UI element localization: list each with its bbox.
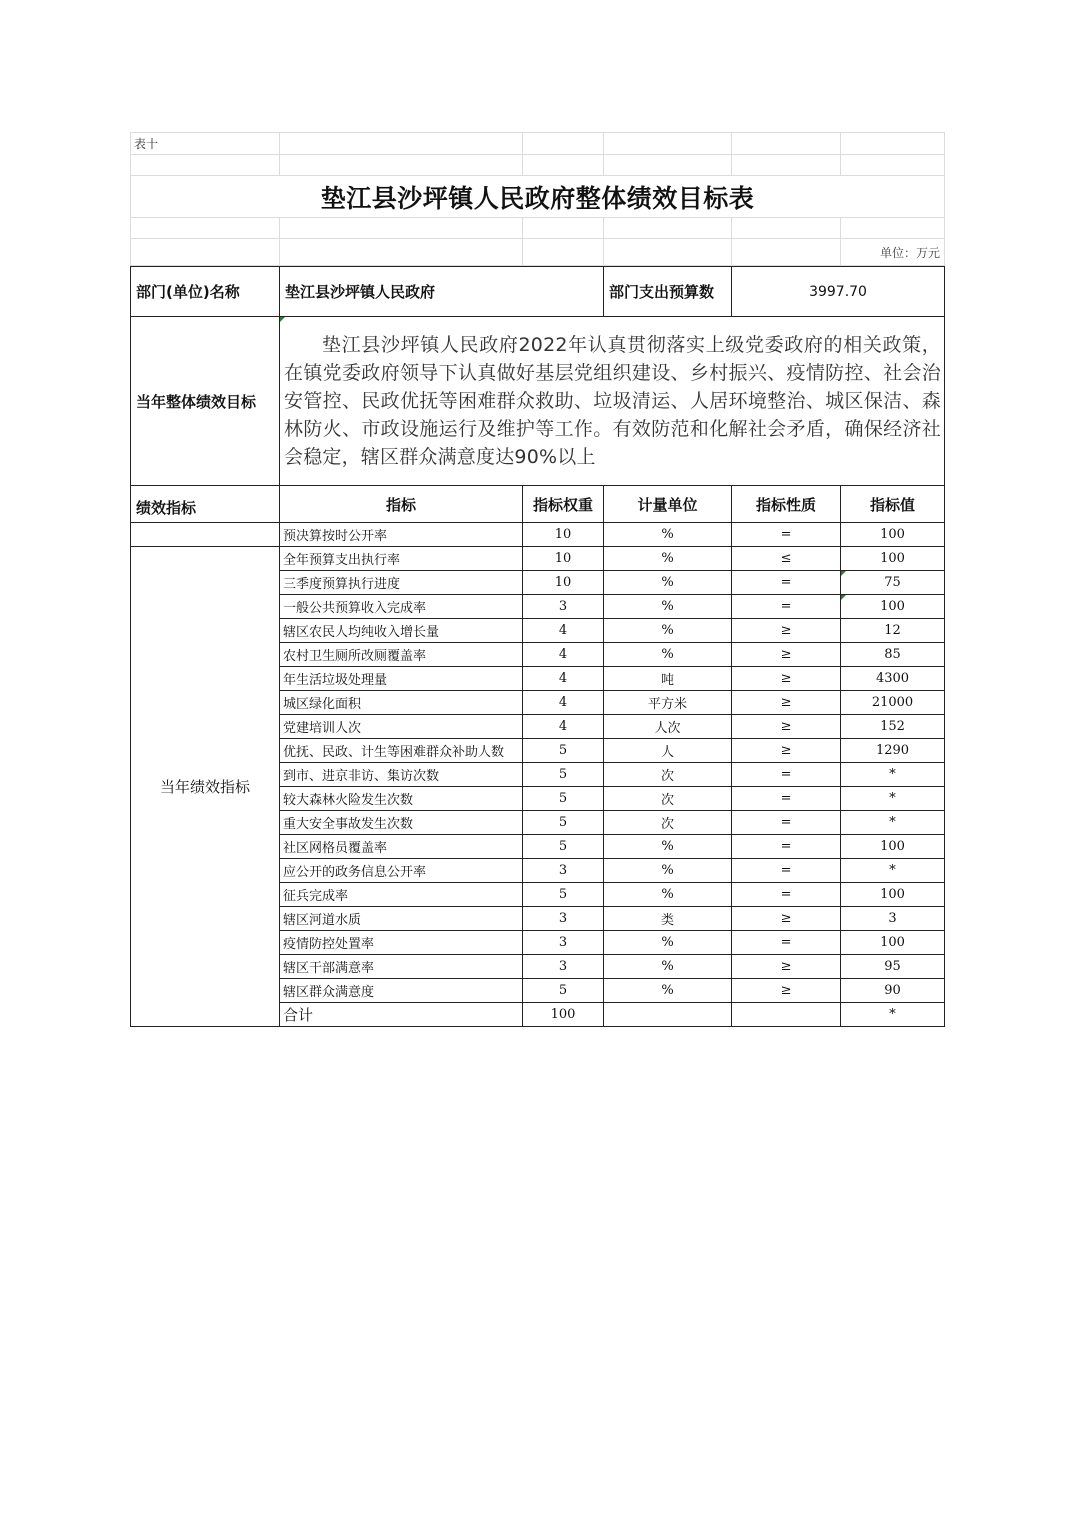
row-4-nature: ≥ bbox=[732, 619, 841, 643]
row-18-weight: 3 bbox=[523, 955, 604, 979]
row-9-value: 1290 bbox=[841, 739, 945, 763]
row-4-weight: 4 bbox=[523, 619, 604, 643]
row-13-name: 社区网格员覆盖率 bbox=[280, 835, 523, 859]
row-3-weight: 3 bbox=[523, 595, 604, 619]
row-16-nature: ≥ bbox=[732, 907, 841, 931]
row-2-value: 75 bbox=[841, 571, 945, 595]
row-11-name: 较大森林火险发生次数 bbox=[280, 787, 523, 811]
row-9-nature: ≥ bbox=[732, 739, 841, 763]
row-14-nature: = bbox=[732, 859, 841, 883]
row-15-unit: % bbox=[604, 883, 732, 907]
row-18-value: 95 bbox=[841, 955, 945, 979]
row-7-name: 城区绿化面积 bbox=[280, 691, 523, 715]
row-5-value: 85 bbox=[841, 643, 945, 667]
col-header-unit: 计量单位 bbox=[604, 486, 732, 523]
budget-label: 部门支出预算数 bbox=[604, 267, 732, 317]
row-9-unit: 人 bbox=[604, 739, 732, 763]
row-18-name: 辖区干部满意率 bbox=[280, 955, 523, 979]
row-0-nature: = bbox=[732, 523, 841, 547]
row-0-weight: 10 bbox=[523, 523, 604, 547]
row-16-weight: 3 bbox=[523, 907, 604, 931]
row-13-nature: = bbox=[732, 835, 841, 859]
row-15-weight: 5 bbox=[523, 883, 604, 907]
row-4-name: 辖区农民人均纯收入增长量 bbox=[280, 619, 523, 643]
row-8-name: 党建培训人次 bbox=[280, 715, 523, 739]
row-5-weight: 4 bbox=[523, 643, 604, 667]
dept-name-value: 垫江县沙坪镇人民政府 bbox=[280, 267, 604, 317]
row-16-name: 辖区河道水质 bbox=[280, 907, 523, 931]
row-19-name: 辖区群众满意度 bbox=[280, 979, 523, 1003]
dept-name-label: 部门(单位)名称 bbox=[131, 267, 280, 317]
row-14-unit: % bbox=[604, 859, 732, 883]
total-label: 合计 bbox=[280, 1003, 523, 1027]
performance-table bbox=[130, 266, 945, 1027]
row-1-value: 100 bbox=[841, 547, 945, 571]
row-11-unit: 次 bbox=[604, 787, 732, 811]
row-2-nature: = bbox=[732, 571, 841, 595]
row-15-value: 100 bbox=[841, 883, 945, 907]
row-1-nature: ≤ bbox=[732, 547, 841, 571]
row-0-name: 预决算按时公开率 bbox=[280, 523, 523, 547]
row-14-name: 应公开的政务信息公开率 bbox=[280, 859, 523, 883]
row-10-unit: 次 bbox=[604, 763, 732, 787]
row-12-nature: = bbox=[732, 811, 841, 835]
total-nature bbox=[732, 1003, 841, 1027]
col-header-indicator: 指标 bbox=[280, 486, 523, 523]
row-18-unit: % bbox=[604, 955, 732, 979]
row-11-value: * bbox=[841, 787, 945, 811]
row-5-unit: % bbox=[604, 643, 732, 667]
row-12-name: 重大安全事故发生次数 bbox=[280, 811, 523, 835]
row-7-weight: 4 bbox=[523, 691, 604, 715]
row-14-value: * bbox=[841, 859, 945, 883]
row-6-value: 4300 bbox=[841, 667, 945, 691]
row-3-value: 100 bbox=[841, 595, 945, 619]
row-11-weight: 5 bbox=[523, 787, 604, 811]
total-value: * bbox=[841, 1003, 945, 1027]
perf-label: 绩效指标 bbox=[131, 486, 280, 523]
row-7-value: 21000 bbox=[841, 691, 945, 715]
sheet-header-grid bbox=[130, 132, 945, 266]
row-2-name: 三季度预算执行进度 bbox=[280, 571, 523, 595]
row-7-nature: ≥ bbox=[732, 691, 841, 715]
row-18-nature: ≥ bbox=[732, 955, 841, 979]
row-2-weight: 10 bbox=[523, 571, 604, 595]
row-8-unit: 人次 bbox=[604, 715, 732, 739]
row-2-unit: % bbox=[604, 571, 732, 595]
sheet-label: 表十 bbox=[131, 133, 280, 155]
row-6-weight: 4 bbox=[523, 667, 604, 691]
year-perf-label: 当年绩效指标 bbox=[131, 547, 280, 1027]
row-3-name: 一般公共预算收入完成率 bbox=[280, 595, 523, 619]
col-header-value: 指标值 bbox=[841, 486, 945, 523]
row-10-name: 到市、进京非访、集访次数 bbox=[280, 763, 523, 787]
unit-label: 单位：万元 bbox=[841, 239, 945, 266]
row-1-weight: 10 bbox=[523, 547, 604, 571]
col-header-weight: 指标权重 bbox=[523, 486, 604, 523]
row-13-unit: % bbox=[604, 835, 732, 859]
col-header-nature: 指标性质 bbox=[732, 486, 841, 523]
goal-label: 当年整体绩效目标 bbox=[131, 317, 280, 486]
row-13-value: 100 bbox=[841, 835, 945, 859]
row-9-name: 优抚、民政、计生等困难群众补助人数 bbox=[280, 739, 523, 763]
row-13-weight: 5 bbox=[523, 835, 604, 859]
row-17-nature: = bbox=[732, 931, 841, 955]
row-10-value: * bbox=[841, 763, 945, 787]
row-8-weight: 4 bbox=[523, 715, 604, 739]
row-7-unit: 平方米 bbox=[604, 691, 732, 715]
row-11-nature: = bbox=[732, 787, 841, 811]
row-4-value: 12 bbox=[841, 619, 945, 643]
row-19-weight: 5 bbox=[523, 979, 604, 1003]
row-19-unit: % bbox=[604, 979, 732, 1003]
performance-target-sheet bbox=[130, 132, 944, 1027]
row-4-unit: % bbox=[604, 619, 732, 643]
row-6-nature: ≥ bbox=[732, 667, 841, 691]
row-17-weight: 3 bbox=[523, 931, 604, 955]
row-1-unit: % bbox=[604, 547, 732, 571]
row-17-value: 100 bbox=[841, 931, 945, 955]
row-12-weight: 5 bbox=[523, 811, 604, 835]
row-16-value: 3 bbox=[841, 907, 945, 931]
row-12-unit: 次 bbox=[604, 811, 732, 835]
row-8-value: 152 bbox=[841, 715, 945, 739]
row-8-nature: ≥ bbox=[732, 715, 841, 739]
row-3-unit: % bbox=[604, 595, 732, 619]
row-15-nature: = bbox=[732, 883, 841, 907]
row-12-value: * bbox=[841, 811, 945, 835]
row-17-unit: % bbox=[604, 931, 732, 955]
goal-text: 垫江县沙坪镇人民政府2022年认真贯彻落实上级党委政府的相关政策，在镇党委政府领导下认真做好基层党组织建设、乡村振兴、疫情防控、社会治安管控、民政优抚等困难群众救助、垃圾清运、人居环境整治、城区保洁、森林防火、市政设施运行及维护等工作。有效防范和化解社会矛盾，确保经济社会稳定，辖区群众满意度达90%以上 bbox=[280, 317, 945, 486]
row-15-name: 征兵完成率 bbox=[280, 883, 523, 907]
total-weight: 100 bbox=[523, 1003, 604, 1027]
row-5-nature: ≥ bbox=[732, 643, 841, 667]
row-0-unit: % bbox=[604, 523, 732, 547]
total-unit bbox=[604, 1003, 732, 1027]
row-1-name: 全年预算支出执行率 bbox=[280, 547, 523, 571]
row-9-weight: 5 bbox=[523, 739, 604, 763]
page-title: 垫江县沙坪镇人民政府整体绩效目标表 bbox=[131, 176, 945, 218]
row-10-nature: = bbox=[732, 763, 841, 787]
row-6-unit: 吨 bbox=[604, 667, 732, 691]
row-10-weight: 5 bbox=[523, 763, 604, 787]
row-17-name: 疫情防控处置率 bbox=[280, 931, 523, 955]
budget-value: 3997.70 bbox=[732, 267, 945, 317]
row-0-value: 100 bbox=[841, 523, 945, 547]
row-14-weight: 3 bbox=[523, 859, 604, 883]
row-6-name: 年生活垃圾处理量 bbox=[280, 667, 523, 691]
row-19-nature: ≥ bbox=[732, 979, 841, 1003]
row-3-nature: = bbox=[732, 595, 841, 619]
row-19-value: 90 bbox=[841, 979, 945, 1003]
row-5-name: 农村卫生厕所改厕覆盖率 bbox=[280, 643, 523, 667]
row-16-unit: 类 bbox=[604, 907, 732, 931]
